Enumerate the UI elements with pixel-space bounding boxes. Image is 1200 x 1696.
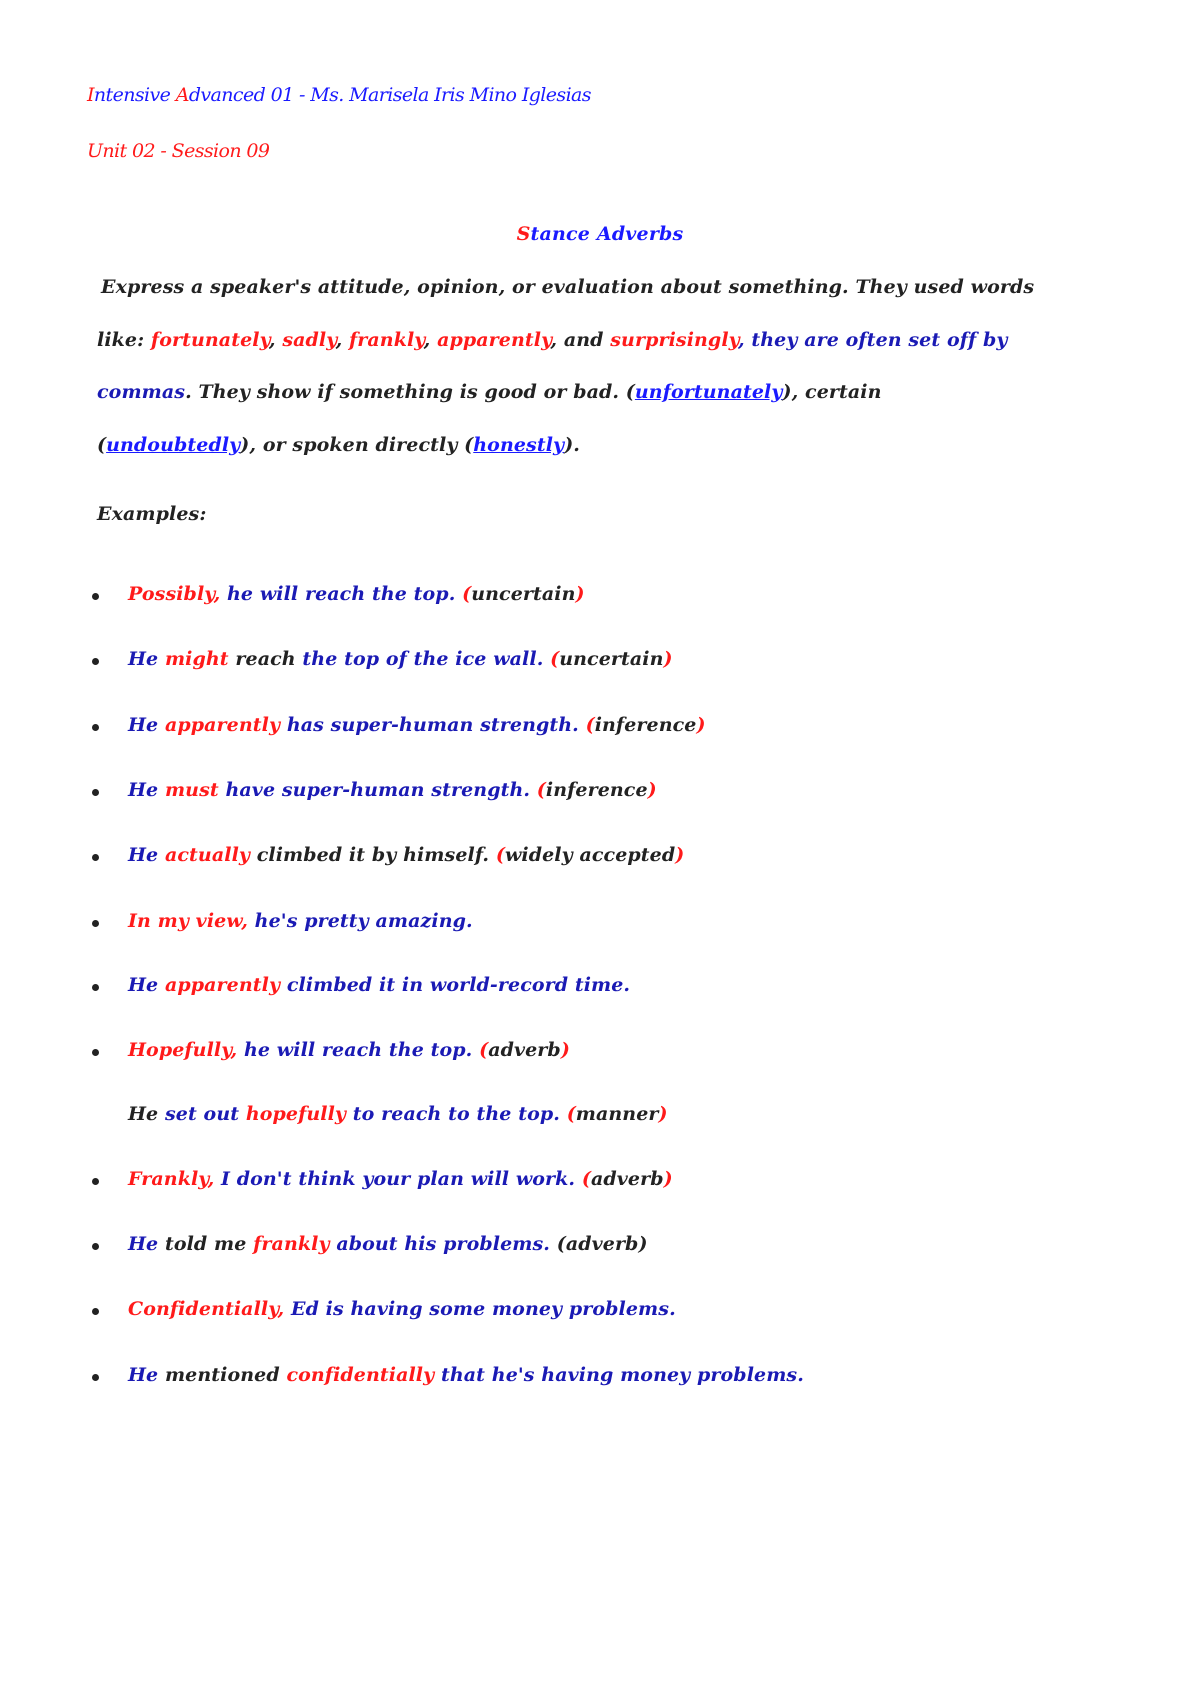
example-clause: He — [128, 1233, 165, 1255]
bullet-icon — [92, 984, 99, 991]
example-text — [128, 1364, 804, 1386]
example-clause: set out — [164, 1103, 246, 1125]
example-subline — [128, 1103, 668, 1125]
stance-adverb: Confidentially, — [128, 1298, 291, 1320]
stance-adverb: apparently — [164, 974, 287, 996]
unfortunately-link[interactable]: unfortunately — [634, 381, 783, 403]
definition-text: ). — [564, 434, 580, 456]
example-clause: he's pretty amazing. — [254, 910, 473, 932]
bullet-icon — [92, 854, 99, 861]
bullet-icon — [92, 1308, 99, 1315]
paren: ) — [647, 779, 657, 801]
example-text — [128, 779, 657, 801]
stance-adverb: Possibly, — [128, 583, 228, 605]
definition-text: like: — [97, 329, 151, 351]
definition-text: ), certain — [782, 381, 882, 403]
title-initial: S — [516, 223, 531, 245]
adverb-term: surprisingly — [610, 329, 738, 351]
unit-header: Unit 02 - Session 09 — [87, 140, 270, 162]
paren: ( — [462, 583, 472, 605]
stance-adverb: must — [164, 779, 226, 801]
example-text — [128, 1233, 648, 1255]
definition-text-blue: commas — [97, 381, 186, 403]
stance-adverb: might — [164, 648, 236, 670]
example-text — [128, 714, 706, 736]
definition-text: , and — [550, 329, 611, 351]
course-header — [87, 84, 591, 106]
example-note: uncertain — [559, 648, 664, 670]
definition-line-2 — [97, 329, 1008, 351]
paren: ) — [560, 1039, 570, 1061]
example-clause: Ed is having some money problems. — [290, 1298, 676, 1320]
example-note: uncertain — [471, 583, 576, 605]
course-header-text-b: dvanced 01 - Ms. Marisela Iris Mino Iglesias — [188, 84, 591, 106]
example-clause: that he's having money problems. — [440, 1364, 804, 1386]
example-text — [128, 1168, 673, 1190]
stance-adverb: Frankly, — [128, 1168, 222, 1190]
definition-line-3 — [97, 381, 882, 403]
adverb-term: fortunately — [150, 329, 269, 351]
definition-text: , — [268, 329, 283, 351]
definition-line-1: Express a speaker's attitude, opinion, or evaluation about something. They used words — [101, 276, 1035, 298]
manner-adverb: frankly — [253, 1233, 337, 1255]
adverb-term: apparently — [437, 329, 551, 351]
definition-text: ( — [97, 434, 107, 456]
example-clause: I don't think your plan will work. — [221, 1168, 582, 1190]
bullet-icon — [92, 724, 99, 731]
definition-line-4 — [97, 434, 580, 456]
definition-text: , — [737, 329, 752, 351]
adverb-term: sadly — [282, 329, 336, 351]
example-text — [128, 974, 630, 996]
manner-adverb: hopefully — [245, 1103, 353, 1125]
example-note: (adverb) — [556, 1233, 648, 1255]
example-note: manner — [575, 1103, 659, 1125]
definition-text: , — [335, 329, 350, 351]
example-text — [128, 583, 585, 605]
undoubtedly-link[interactable]: undoubtedly — [106, 434, 241, 456]
bullet-icon — [92, 789, 99, 796]
paren: ( — [536, 779, 546, 801]
stance-adverb: apparently — [164, 714, 287, 736]
paren: ( — [479, 1039, 489, 1061]
example-clause: have super-human strength. — [225, 779, 537, 801]
bullet-icon — [92, 1374, 99, 1381]
paren: ( — [550, 648, 560, 670]
example-text — [128, 1039, 570, 1061]
paren: ) — [663, 648, 673, 670]
example-clause: about his problems. — [336, 1233, 557, 1255]
example-note: widely accepted — [504, 844, 676, 866]
example-clause: He — [128, 714, 165, 736]
bullet-icon — [92, 920, 99, 927]
example-clause: climbed it by himself. — [256, 844, 496, 866]
example-clause: has super-human strength. — [286, 714, 586, 736]
example-note: inference — [594, 714, 697, 736]
paren: ( — [581, 1168, 591, 1190]
title-text: tance Adverbs — [530, 223, 684, 245]
stance-adverb: Hopefully, — [128, 1039, 244, 1061]
paren: ( — [585, 714, 595, 736]
example-clause: to reach to the top. — [352, 1103, 567, 1125]
paren: ) — [575, 583, 585, 605]
example-clause: He — [128, 648, 165, 670]
bullet-icon — [92, 1049, 99, 1056]
example-clause: he will reach the top. — [227, 583, 463, 605]
example-clause: He — [128, 779, 165, 801]
paren: ) — [663, 1168, 673, 1190]
paren: ( — [566, 1103, 576, 1125]
example-clause: reach — [235, 648, 303, 670]
examples-label: Examples: — [97, 503, 207, 525]
course-header-initial-2: A — [175, 84, 189, 106]
definition-text-blue: they are often set off by — [751, 329, 1008, 351]
example-clause: He — [128, 974, 165, 996]
example-clause: He — [128, 844, 165, 866]
example-note: inference — [545, 779, 648, 801]
example-clause: climbed it in world-record time. — [286, 974, 631, 996]
page-title — [0, 223, 1200, 245]
example-note: adverb — [488, 1039, 561, 1061]
bullet-icon — [92, 658, 99, 665]
definition-text: , — [423, 329, 438, 351]
paren: ) — [675, 844, 685, 866]
stance-adverb: actually — [164, 844, 257, 866]
course-header-initial: I — [87, 84, 94, 106]
example-text — [128, 910, 473, 932]
example-text — [128, 1298, 676, 1320]
example-clause: mentioned — [164, 1364, 287, 1386]
example-clause: He — [128, 1103, 165, 1125]
stance-adverb: In my view, — [128, 910, 255, 932]
definition-text: . They show if something is good or bad. ( — [185, 381, 635, 403]
definition-text: ), or spoken directly ( — [240, 434, 474, 456]
example-clause: He — [128, 1364, 165, 1386]
manner-adverb: confidentially — [286, 1364, 441, 1386]
adverb-term: frankly — [349, 329, 424, 351]
example-clause: he will reach the top. — [243, 1039, 480, 1061]
paren: ) — [696, 714, 706, 736]
honestly-link[interactable]: honestly — [473, 434, 565, 456]
course-header-text-a: ntensive — [93, 84, 176, 106]
bullet-icon — [92, 593, 99, 600]
example-text — [128, 648, 673, 670]
paren: ( — [495, 844, 505, 866]
bullet-icon — [92, 1178, 99, 1185]
paren: ) — [658, 1103, 668, 1125]
example-clause: told me — [164, 1233, 254, 1255]
example-note: adverb — [590, 1168, 664, 1190]
example-clause: the top of the ice wall. — [302, 648, 551, 670]
bullet-icon — [92, 1243, 99, 1250]
example-text — [128, 844, 684, 866]
